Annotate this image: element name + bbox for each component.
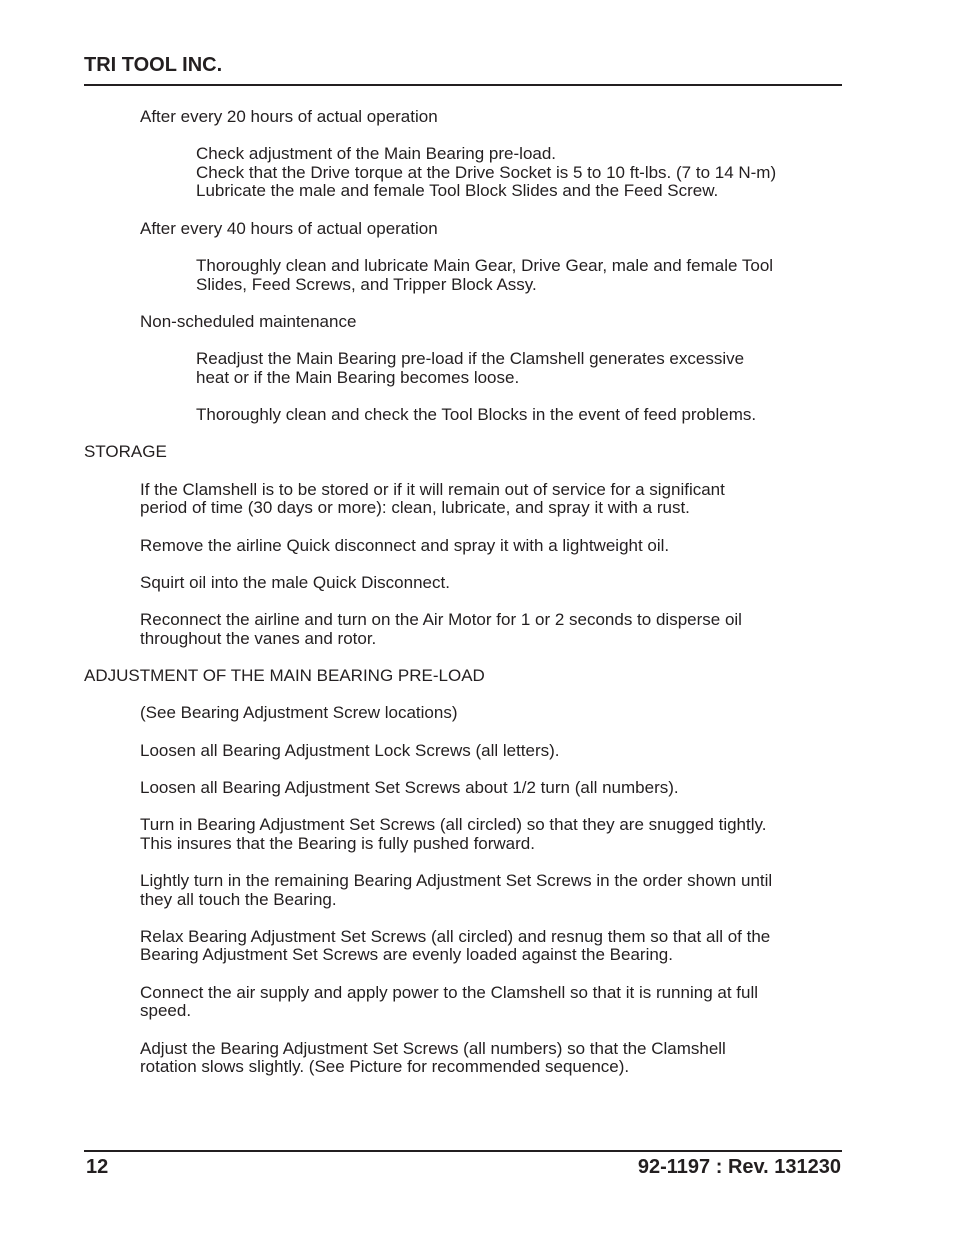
heading-non-scheduled: Non-scheduled maintenance <box>140 311 357 331</box>
storage-paragraph-4 <box>140 611 842 648</box>
company-name: TRI TOOL INC. <box>84 54 223 76</box>
paragraph-line: speed. <box>140 1001 192 1021</box>
paragraph-line: Reconnect the airline and turn on the Air Motor for 1 or 2 seconds to disperse oil <box>140 610 742 630</box>
adjustment-paragraph-8 <box>140 1040 842 1077</box>
adjustment-paragraph-3: Loosen all Bearing Adjustment Set Screws about 1/2 turn (all numbers). <box>140 777 679 797</box>
paragraph-line: Connect the air supply and apply power to the Clamshell so that it is running at full <box>140 982 759 1002</box>
items-20-hours <box>196 145 842 201</box>
paragraph-line: Turn in Bearing Adjustment Set Screws (all circled) so that they are snugged tightly. <box>140 815 767 835</box>
page-content <box>84 108 842 1077</box>
paragraph-line: Adjust the Bearing Adjustment Set Screws (all numbers) so that the Clamshell <box>140 1038 726 1058</box>
paragraph-line: Relax Bearing Adjustment Set Screws (all circled) and resnug them so that all of the <box>140 926 771 946</box>
page-number: 12 <box>86 1156 109 1178</box>
list-item: Check that the Drive torque at the Drive Socket is 5 to 10 ft-lbs. (7 to 14 N-m) <box>196 162 777 182</box>
paragraph-line: rotation slows slightly. (See Picture for recommended sequence). <box>140 1057 630 1077</box>
heading-40-hours: After every 40 hours of actual operation <box>140 218 438 238</box>
storage-paragraph-1 <box>140 481 842 518</box>
paragraph-line: they all touch the Bearing. <box>140 889 337 909</box>
non-scheduled-paragraph-2: Thoroughly clean and check the Tool Blocks in the event of feed problems. <box>196 405 757 425</box>
items-40-hours <box>196 257 842 294</box>
heading-adjustment: ADJUSTMENT OF THE MAIN BEARING PRE-LOAD <box>84 665 485 685</box>
adjustment-paragraph-5 <box>140 872 842 909</box>
paragraph-line: If the Clamshell is to be stored or if it will remain out of service for a significant <box>140 479 725 499</box>
storage-paragraph-2: Remove the airline Quick disconnect and spray it with a lightweight oil. <box>140 535 670 555</box>
paragraph-line: This insures that the Bearing is fully pushed forward. <box>140 833 535 853</box>
paragraph-line: heat or if the Main Bearing becomes loose. <box>196 367 520 387</box>
list-item: Check adjustment of the Main Bearing pre-load. <box>196 144 557 164</box>
non-scheduled-paragraph-1 <box>196 350 842 387</box>
paragraph-line: Thoroughly clean and lubricate Main Gear, Drive Gear, male and female Tool <box>196 256 774 276</box>
adjustment-paragraph-1: (See Bearing Adjustment Screw locations) <box>140 703 458 723</box>
paragraph-line: Readjust the Main Bearing pre-load if the Clamshell generates excessive <box>196 349 745 369</box>
document-revision: 92-1197 : Rev. 131230 <box>637 1156 841 1178</box>
adjustment-paragraph-2: Loosen all Bearing Adjustment Lock Screws (all letters). <box>140 740 560 760</box>
adjustment-paragraph-7 <box>140 984 842 1021</box>
paragraph-line: Lightly turn in the remaining Bearing Adjustment Set Screws in the order shown until <box>140 870 773 890</box>
paragraph-line: Slides, Feed Screws, and Tripper Block Assy. <box>196 274 537 294</box>
paragraph-line: throughout the vanes and rotor. <box>140 628 377 648</box>
adjustment-paragraph-6 <box>140 928 842 965</box>
paragraph-line: Bearing Adjustment Set Screws are evenly loaded against the Bearing. <box>140 945 673 965</box>
heading-20-hours: After every 20 hours of actual operation <box>140 107 438 126</box>
header-rule <box>84 84 842 86</box>
list-item: Lubricate the male and female Tool Block Slides and the Feed Screw. <box>196 181 719 201</box>
storage-paragraph-3: Squirt oil into the male Quick Disconnect. <box>140 572 450 592</box>
adjustment-paragraph-4 <box>140 816 842 853</box>
footer-rule <box>84 1150 842 1152</box>
heading-storage: STORAGE <box>84 442 167 462</box>
paragraph-line: period of time (30 days or more): clean, lubricate, and spray it with a rust. <box>140 498 690 518</box>
